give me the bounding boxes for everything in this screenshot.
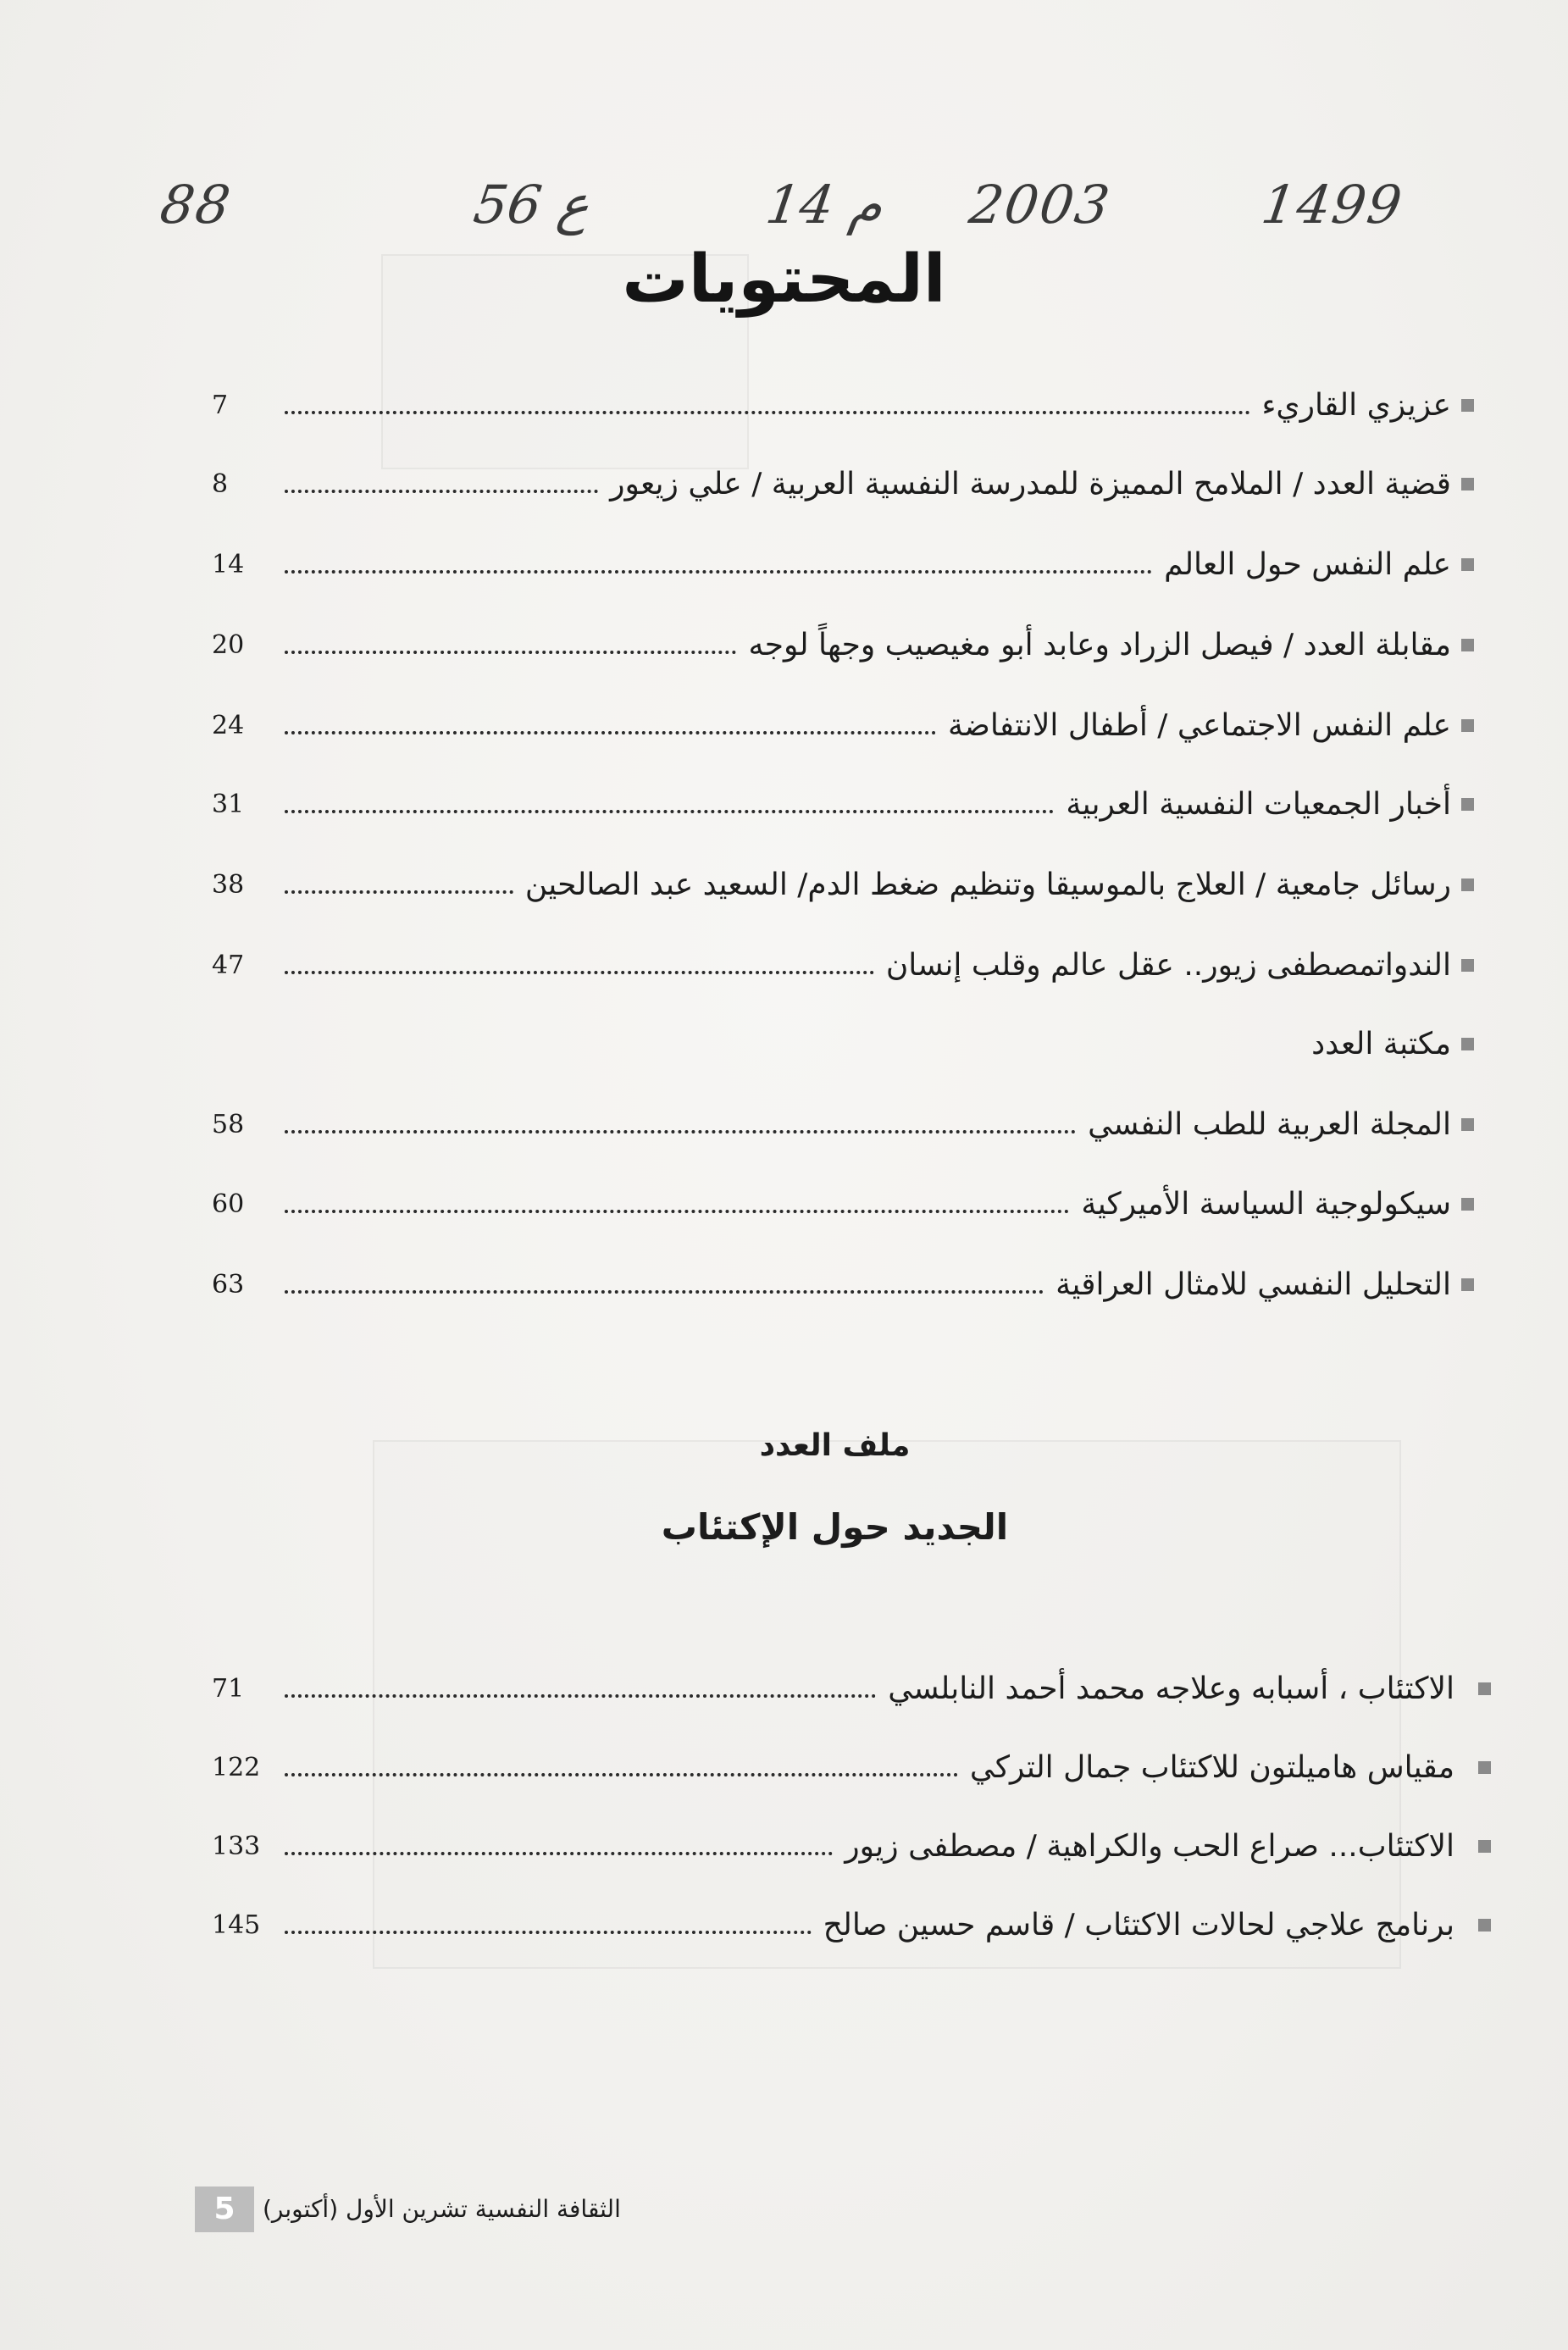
toc-entry-title: عزيزي القاريء <box>1261 387 1451 423</box>
file-entry-title: الاكتئاب... صراع الحب والكراهية / مصطفى زيور <box>845 1828 1454 1864</box>
file-section-entry[interactable] <box>212 1895 1491 1954</box>
file-section-entry[interactable] <box>212 1816 1491 1876</box>
toc-entry-title: علم النفس الاجتماعي / أطفال الانتفاضة <box>947 707 1451 743</box>
dot-leader <box>285 490 598 493</box>
file-section-entry[interactable] <box>212 1738 1491 1797</box>
toc-entry-page: 31 <box>212 789 245 819</box>
toc-entry-title: رسائل جامعية / العلاج بالموسيقا وتنظيم ضغط الدم/ السعيد عبد الصالحين <box>524 867 1451 902</box>
square-bullet-icon <box>1461 798 1474 811</box>
square-bullet-icon <box>1461 878 1474 891</box>
dot-leader <box>285 1290 1044 1294</box>
dot-leader <box>285 570 1152 574</box>
file-entry-page: 145 <box>212 1909 261 1940</box>
handwritten-note: م 14 <box>762 174 888 236</box>
toc-entry[interactable] <box>212 1255 1474 1314</box>
toc-entry-title: التحليل النفسي للامثال العراقية <box>1055 1266 1451 1302</box>
page-footer <box>0 2186 1568 2237</box>
dot-leader <box>285 1931 812 1934</box>
toc-entry-page: 58 <box>212 1109 245 1139</box>
toc-entry-page: 38 <box>212 869 245 900</box>
toc-entry-page: 47 <box>212 950 245 980</box>
toc-entry-title: مكتبة العدد <box>1311 1026 1451 1061</box>
toc-entry-title: أخبار الجمعيات النفسية العربية <box>1066 786 1451 822</box>
footer-page-number: 5 <box>195 2186 254 2232</box>
handwritten-note: 88 <box>156 174 236 236</box>
file-entry-page: 71 <box>212 1673 245 1704</box>
square-bullet-icon <box>1461 399 1474 412</box>
toc-entry[interactable] <box>212 1095 1474 1154</box>
dot-leader <box>285 651 736 654</box>
toc-entry-page: 7 <box>212 390 229 420</box>
square-bullet-icon <box>1461 558 1474 571</box>
square-bullet-icon <box>1461 1118 1474 1131</box>
dot-leader <box>285 1130 1076 1133</box>
square-bullet-icon <box>1461 639 1474 651</box>
dot-leader <box>285 1210 1069 1213</box>
toc-heading[interactable] <box>212 1014 1474 1073</box>
file-section-entry[interactable] <box>212 1659 1491 1718</box>
dot-leader <box>285 1852 833 1855</box>
toc-entry[interactable] <box>212 935 1474 995</box>
toc-entry-page: 24 <box>212 710 245 740</box>
square-bullet-icon <box>1461 1278 1474 1291</box>
dot-leader <box>285 890 513 894</box>
dot-leader <box>285 1773 958 1776</box>
square-bullet-icon <box>1478 1682 1491 1695</box>
dot-leader <box>285 731 936 734</box>
toc-entry-page: 63 <box>212 1269 245 1300</box>
toc-entry[interactable] <box>212 774 1474 834</box>
square-bullet-icon <box>1461 1198 1474 1211</box>
file-entry-page: 122 <box>212 1752 261 1782</box>
dot-leader <box>285 810 1054 813</box>
file-section-label: ملف العدد <box>759 1428 911 1463</box>
toc-entry[interactable] <box>212 454 1474 513</box>
toc-entry[interactable] <box>212 535 1474 594</box>
toc-entry-page: 8 <box>212 468 229 499</box>
file-entry-page: 133 <box>212 1831 261 1861</box>
dot-leader <box>285 971 874 974</box>
footer-journal-title: الثقافة النفسية تشرين الأول (أكتوبر) <box>263 2195 621 2223</box>
toc-entry-page: 20 <box>212 629 245 660</box>
handwritten-note: 1499 <box>1257 174 1407 236</box>
square-bullet-icon <box>1461 1038 1474 1050</box>
square-bullet-icon <box>1478 1761 1491 1774</box>
file-section-title: الجديد حول الإكتئاب <box>661 1506 1009 1548</box>
page-title: المحتويات <box>622 241 946 318</box>
toc-entry-page: 60 <box>212 1189 245 1219</box>
toc-entry-title: علم النفس حول العالم <box>1164 546 1451 582</box>
dot-leader <box>285 1694 876 1698</box>
toc-entry-title: سيكولوجية السياسة الأميركية <box>1081 1186 1451 1222</box>
square-bullet-icon <box>1461 478 1474 491</box>
dot-leader <box>285 411 1250 414</box>
file-entry-title: مقياس هاميلتون للاكتئاب جمال التركي <box>969 1749 1454 1785</box>
file-entry-title: برنامج علاجي لحالات الاكتئاب / قاسم حسين صالح <box>823 1907 1454 1943</box>
handwritten-note: ع 56 <box>469 174 594 236</box>
square-bullet-icon <box>1461 959 1474 972</box>
toc-entry[interactable] <box>212 375 1474 435</box>
toc-entry-page: 14 <box>212 549 245 579</box>
toc-entry[interactable] <box>212 1174 1474 1233</box>
toc-entry[interactable] <box>212 855 1474 914</box>
square-bullet-icon <box>1478 1919 1491 1932</box>
toc-entry[interactable] <box>212 615 1474 674</box>
square-bullet-icon <box>1461 719 1474 732</box>
square-bullet-icon <box>1478 1840 1491 1853</box>
handwritten-note: 2003 <box>965 174 1115 236</box>
toc-entry-title: المجلة العربية للطب النفسي <box>1088 1106 1451 1142</box>
toc-entry[interactable] <box>212 696 1474 755</box>
toc-entry-title: الندواتمصطفى زيور.. عقل عالم وقلب إنسان <box>885 947 1451 983</box>
file-entry-title: الاكتئاب ، أسبابه وعلاجه محمد أحمد النابلسي <box>888 1671 1454 1706</box>
toc-entry-title: قضية العدد / الملامح المميزة للمدرسة النفسية العربية / علي زيعور <box>610 466 1451 502</box>
toc-entry-title: مقابلة العدد / فيصل الزراد وعابد أبو مغيصيب وجهاً لوجه <box>748 627 1451 662</box>
